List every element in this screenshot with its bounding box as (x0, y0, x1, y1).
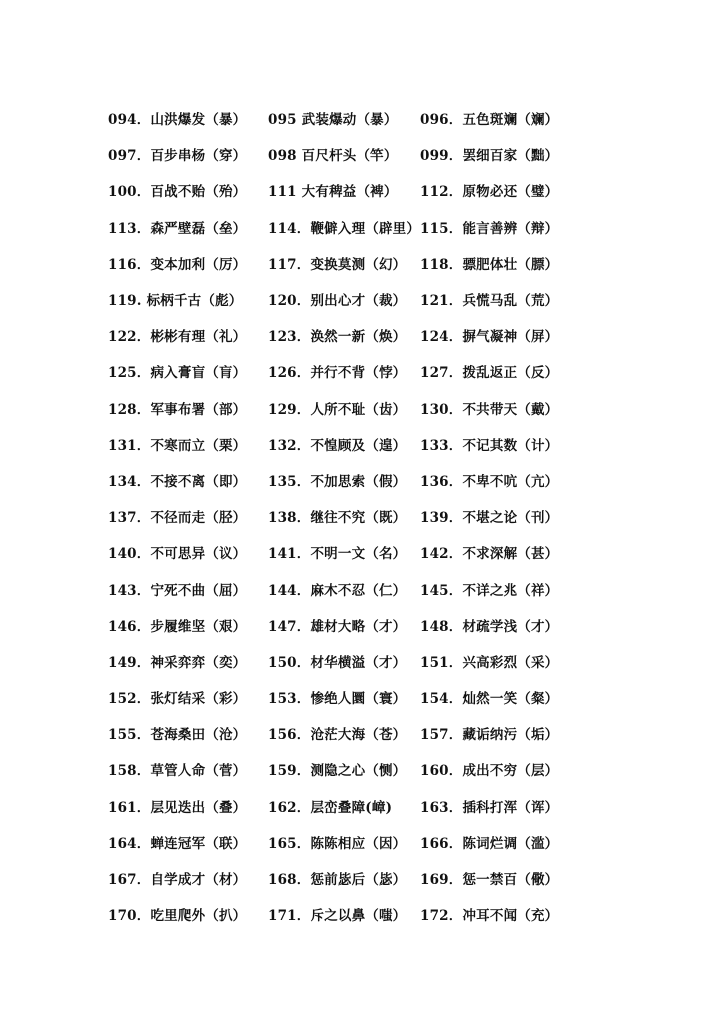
idiom-entry: 168．惩前毖后（毖） (268, 872, 407, 889)
idiom-entry: 139．不堪之论（刊） (420, 510, 559, 527)
idiom-entry: 155．苍海桑田（沧） (108, 727, 247, 744)
idiom-entry: 148．材疏学浅（才） (420, 618, 559, 635)
idiom-entry: 097．百步串杨（穿） (108, 148, 247, 165)
list-row (108, 462, 608, 498)
idiom-entry: 147．雄材大略（才） (268, 618, 407, 635)
list-row (108, 317, 608, 353)
idiom-entry: 137．不径而走（胫） (108, 510, 247, 527)
idiom-entry: 100．百战不贻（殆） (108, 184, 247, 201)
idiom-entry: 164．蝉连冠军（联） (108, 835, 247, 852)
idiom-entry: 167．自学成才（材） (108, 872, 247, 889)
idiom-entry: 099．罢细百家（黜） (420, 148, 559, 165)
list-row (108, 607, 608, 643)
idiom-entry: 098 百尺杆头（竿） (268, 148, 398, 165)
idiom-entry: 112．原物必还（璧） (420, 184, 559, 201)
idiom-entry: 130．不共带天（戴） (420, 401, 559, 418)
idiom-entry: 095 武装爆动（暴） (268, 112, 398, 129)
idiom-entry: 146．步履维坚（艰） (108, 618, 247, 635)
idiom-entry: 138．继往不究（既） (268, 510, 407, 527)
idiom-entry: 124．摒气凝神（屏） (420, 329, 559, 346)
idiom-entry: 157．藏诟纳污（垢） (420, 727, 559, 744)
idiom-entry: 163．插科打浑（诨） (420, 799, 559, 816)
idiom-entry: 161．层见迭出（叠） (108, 799, 247, 816)
list-row (108, 209, 608, 245)
list-row (108, 715, 608, 751)
idiom-entry: 113．森严壁磊（垒） (108, 220, 247, 237)
idiom-entry: 140．不可思异（议） (108, 546, 247, 563)
idiom-entry: 156．沧茫大海（苍） (268, 727, 407, 744)
idiom-correction-list (108, 100, 608, 932)
idiom-entry: 096．五色斑斓（斓） (420, 112, 559, 129)
idiom-entry: 142．不求深解（甚） (420, 546, 559, 563)
idiom-entry: 166．陈词烂调（滥） (420, 835, 559, 852)
idiom-entry: 126．并行不背（悖） (268, 365, 407, 382)
idiom-entry: 122．彬彬有理（礼） (108, 329, 247, 346)
list-row (108, 534, 608, 570)
idiom-entry: 117．变换莫测（幻） (268, 256, 407, 273)
list-row (108, 824, 608, 860)
list-row (108, 172, 608, 208)
idiom-entry: 131．不寒而立（栗） (108, 437, 247, 454)
list-row (108, 426, 608, 462)
idiom-entry: 094．山洪爆发（暴） (108, 112, 247, 129)
idiom-entry: 118．骠肥体壮（膘） (420, 256, 559, 273)
idiom-entry: 143．宁死不曲（屈） (108, 582, 247, 599)
idiom-entry: 144．麻木不忍（仁） (268, 582, 407, 599)
list-row (108, 788, 608, 824)
idiom-entry: 125．病入膏盲（肓） (108, 365, 247, 382)
idiom-entry: 111 大有稗益（裨） (268, 184, 398, 201)
idiom-entry: 135．不加思索（假） (268, 473, 407, 490)
idiom-entry: 159．测隐之心（恻） (268, 763, 407, 780)
list-row (108, 353, 608, 389)
idiom-entry: 149．神采弈弈（奕） (108, 654, 247, 671)
idiom-entry: 128．军事布署（部） (108, 401, 247, 418)
idiom-entry: 136．不卑不吭（亢） (420, 473, 559, 490)
idiom-entry: 123．涣然一新（焕） (268, 329, 407, 346)
idiom-entry: 115．能言善辨（辩） (420, 220, 559, 237)
idiom-entry: 172．冲耳不闻（充） (420, 908, 559, 925)
list-row (108, 281, 608, 317)
list-row (108, 498, 608, 534)
idiom-entry: 120．别出心才（裁） (268, 293, 407, 310)
idiom-entry: 116．变本加利（厉） (108, 256, 247, 273)
list-row (108, 643, 608, 679)
idiom-entry: 134．不接不离（即） (108, 473, 247, 490)
idiom-entry: 170．吃里爬外（扒） (108, 908, 247, 925)
idiom-entry: 160．成出不穷（层） (420, 763, 559, 780)
idiom-entry: 153．惨绝人圜（寰） (268, 691, 407, 708)
idiom-entry: 169．惩一禁百（儆） (420, 872, 559, 889)
list-row (108, 100, 608, 136)
idiom-entry: 121．兵慌马乱（荒） (420, 293, 559, 310)
list-row (108, 390, 608, 426)
list-row (108, 136, 608, 172)
idiom-entry: 141．不明一文（名） (268, 546, 407, 563)
idiom-entry: 162．层峦叠障(嶂) (268, 799, 393, 816)
idiom-entry: 119. 标柄千古（彪） (108, 293, 243, 310)
idiom-entry: 154．灿然一笑（粲） (420, 691, 559, 708)
list-row (108, 896, 608, 932)
idiom-entry: 165．陈陈相应（因） (268, 835, 407, 852)
list-row (108, 751, 608, 787)
idiom-entry: 127．拨乱返正（反） (420, 365, 559, 382)
idiom-entry: 132．不惶顾及（遑） (268, 437, 407, 454)
idiom-entry: 114．鞭僻入理（辟里） (268, 220, 421, 237)
idiom-entry: 151．兴高彩烈（采） (420, 654, 559, 671)
idiom-entry: 150．材华横溢（才） (268, 654, 407, 671)
idiom-entry: 158．草管人命（菅） (108, 763, 247, 780)
idiom-entry: 129．人所不耻（齿） (268, 401, 407, 418)
list-row (108, 679, 608, 715)
idiom-entry: 133．不记其数（计） (420, 437, 559, 454)
idiom-entry: 171．斥之以鼻（嗤） (268, 908, 407, 925)
list-row (108, 245, 608, 281)
list-row (108, 860, 608, 896)
idiom-entry: 145．不详之兆（祥） (420, 582, 559, 599)
idiom-entry: 152．张灯结采（彩） (108, 691, 247, 708)
list-row (108, 570, 608, 606)
